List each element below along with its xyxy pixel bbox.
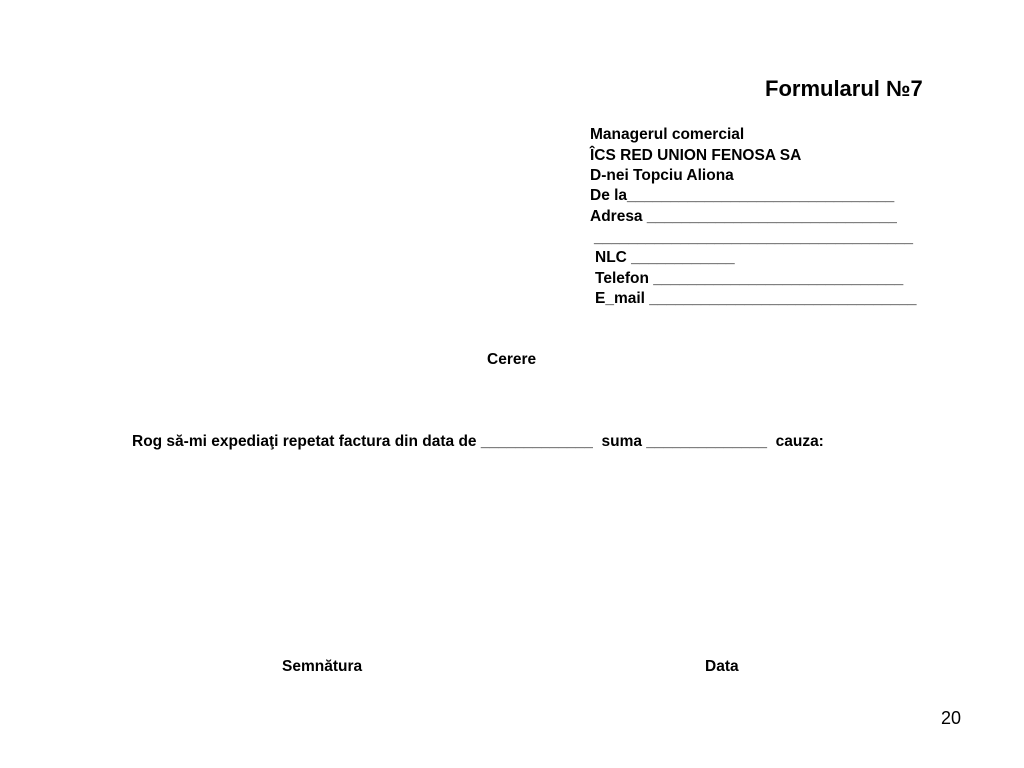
document-heading: Cerere <box>487 351 537 368</box>
page-number: 20 <box>941 708 962 728</box>
date-label: Data <box>705 658 739 675</box>
request-text: Rog să-mi expediaţi repetat factura din data de _____________ suma ______________ cauza: <box>132 433 824 450</box>
email-field: E_mail _______________________________ <box>595 290 917 307</box>
from-field: De la_______________________________ <box>590 187 895 204</box>
address-field: Adresa _____________________________ <box>590 208 897 225</box>
addressee-position: Managerul comercial <box>590 126 745 143</box>
nlc-field: NLC ____________ <box>595 249 735 266</box>
signature-label: Semnătura <box>282 658 363 675</box>
address-continuation-field: _____________________________________ <box>594 229 913 246</box>
form-title: Formularul №7 <box>765 76 923 101</box>
addressee-name: D-nei Topciu Aliona <box>590 167 734 184</box>
addressee-company: ÎCS RED UNION FENOSA SA <box>590 147 802 164</box>
phone-field: Telefon _____________________________ <box>595 270 904 287</box>
